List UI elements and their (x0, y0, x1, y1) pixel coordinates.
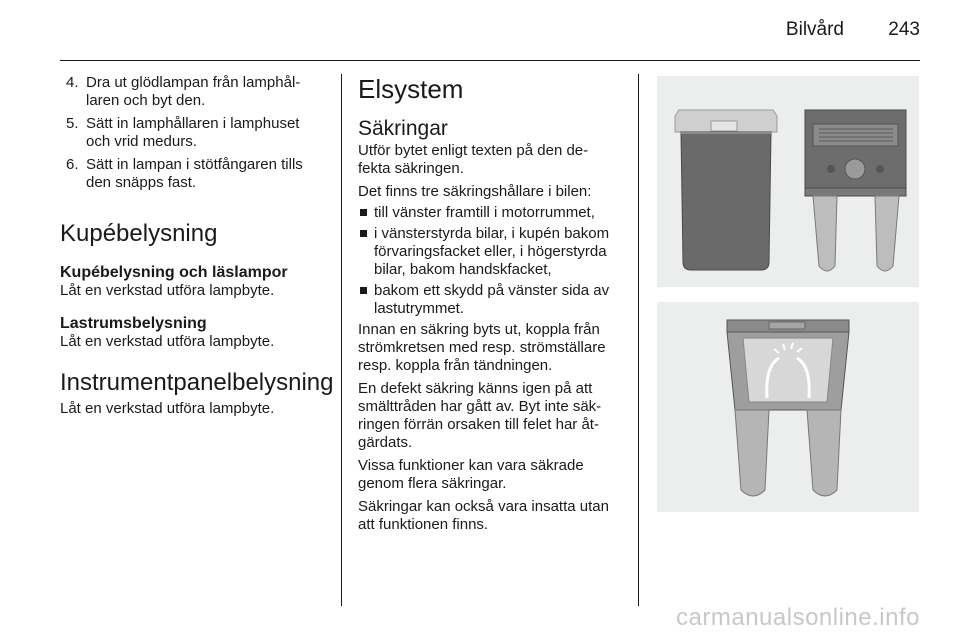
heading-elsystem: Elsystem (358, 74, 464, 104)
paragraph: Låt en verkstad utföra lampbyte. (60, 333, 275, 350)
list-item: i vänsterstyrda bilar, i kupén bakom förvaringsfacket eller, i högerstyrda bilar, bakom handskfacket, (358, 225, 622, 279)
section-title: Bilvård (785, 19, 844, 40)
heading-instrumentpanel: Instrumentpanelbelysning (60, 369, 334, 396)
paragraph: Låt en verkstad utföra lampbyte. (60, 282, 275, 299)
heading-kupebelysning: Kupébelysning (60, 220, 218, 247)
paragraph: Det finns tre säkringshållare i bilen: (358, 183, 592, 200)
paragraph: En defekt säkring känns igen på att smälttråden har gått av. Byt inte säk- ringen förrän orsaken till felet har åt- gärdats. (358, 380, 602, 451)
bullet-icon (360, 287, 367, 294)
paragraph: Låt en verkstad utföra lampbyte. (60, 400, 275, 417)
fuse-illustration (657, 76, 919, 287)
bullet-icon (360, 230, 367, 237)
list-item: bakom ett skydd på vänster sida av lastutrymmet. (358, 282, 622, 318)
list-item: till vänster framtill i motorrummet, (358, 204, 622, 222)
list-item: 4. Dra ut glödlampan från lamphål- laren och byt den. (66, 74, 301, 109)
watermark: carmanualsonline.info (676, 604, 920, 631)
subheading-lastrum: Lastrumsbelysning (60, 315, 207, 332)
list-item: 5. Sätt in lamphållaren i lamphuset och vrid medurs. (66, 115, 300, 150)
paragraph: Säkringar kan också vara insatta utan att funktionen finns. (358, 498, 609, 533)
list-item: 6. Sätt in lampan i stötfångaren tills den snäpps fast. (66, 156, 303, 191)
subheading-kupe-lasl: Kupébelysning och läslampor (60, 264, 288, 281)
paragraph: Utför bytet enligt texten på den de- fekta säkringen. (358, 142, 589, 177)
paragraph: Innan en säkring byts ut, koppla från strömkretsen med resp. strömställare resp. koppla från tändningen. (358, 321, 606, 374)
paragraph: Vissa funktioner kan vara säkrade genom flera säkringar. (358, 457, 584, 492)
middle-column (358, 74, 622, 534)
heading-sakringar: Säkringar (358, 117, 448, 140)
fuse-wire-illustration (657, 302, 919, 512)
step-list (60, 74, 326, 192)
fuse-holder-list (358, 204, 622, 318)
bullet-icon (360, 209, 367, 216)
figure-fuses-pair (657, 76, 919, 287)
page-header (60, 0, 920, 61)
figure-fuse-wire (657, 302, 919, 512)
left-column (60, 74, 334, 418)
column-divider-2 (638, 74, 639, 606)
column-divider-1 (341, 74, 342, 606)
page-number: 243 (888, 19, 920, 40)
